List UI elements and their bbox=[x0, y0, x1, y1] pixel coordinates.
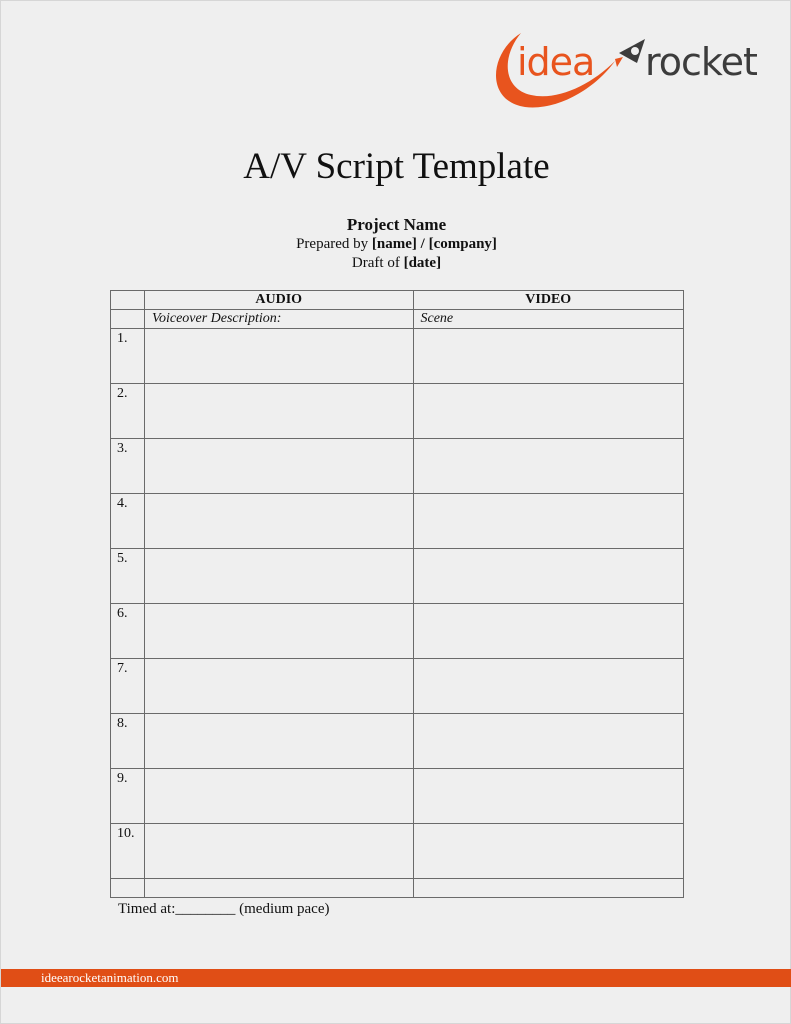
row-number: 5. bbox=[111, 549, 145, 604]
subheader-number-cell bbox=[111, 310, 145, 329]
video-cell[interactable] bbox=[413, 714, 684, 769]
row-number: 6. bbox=[111, 604, 145, 659]
row-number: 2. bbox=[111, 384, 145, 439]
audio-cell[interactable] bbox=[144, 659, 413, 714]
prepared-prefix: Prepared by bbox=[296, 236, 372, 252]
video-cell[interactable] bbox=[413, 549, 684, 604]
footer-video-cell[interactable] bbox=[413, 879, 684, 898]
row-number: 9. bbox=[111, 769, 145, 824]
prepared-sep: / bbox=[416, 236, 429, 252]
video-header: VIDEO bbox=[413, 291, 684, 310]
video-cell[interactable] bbox=[413, 824, 684, 879]
footer-number-cell bbox=[111, 879, 145, 898]
table-subheader-row bbox=[111, 310, 684, 329]
audio-cell[interactable] bbox=[144, 769, 413, 824]
video-cell[interactable] bbox=[413, 439, 684, 494]
footer-audio-cell[interactable] bbox=[144, 879, 413, 898]
audio-cell[interactable] bbox=[144, 439, 413, 494]
table-row bbox=[111, 769, 684, 824]
prepared-by-line bbox=[1, 236, 791, 253]
video-cell[interactable] bbox=[413, 329, 684, 384]
av-script-table bbox=[110, 290, 684, 898]
video-cell[interactable] bbox=[413, 494, 684, 549]
table-footer-row bbox=[111, 879, 684, 898]
table-row bbox=[111, 714, 684, 769]
table-row bbox=[111, 549, 684, 604]
video-cell[interactable] bbox=[413, 659, 684, 714]
draft-prefix: Draft of bbox=[351, 255, 404, 271]
logo-rocket-text: rocket bbox=[645, 40, 757, 84]
video-cell[interactable] bbox=[413, 384, 684, 439]
audio-cell[interactable] bbox=[144, 824, 413, 879]
logo-idea-text: idea bbox=[517, 40, 595, 84]
audio-cell[interactable] bbox=[144, 494, 413, 549]
table-header-row bbox=[111, 291, 684, 310]
timed-at-line: Timed at:________ (medium pace) bbox=[118, 901, 330, 917]
audio-cell[interactable] bbox=[144, 384, 413, 439]
row-number: 10. bbox=[111, 824, 145, 879]
audio-cell[interactable] bbox=[144, 714, 413, 769]
idearocket-logo bbox=[487, 23, 779, 115]
table-row bbox=[111, 494, 684, 549]
footer-bar bbox=[1, 969, 791, 987]
audio-cell[interactable] bbox=[144, 329, 413, 384]
table-row bbox=[111, 329, 684, 384]
footer-website[interactable]: ideearocketanimation.com bbox=[41, 970, 179, 985]
row-number: 4. bbox=[111, 494, 145, 549]
header-number-cell bbox=[111, 291, 145, 310]
prepared-company: [company] bbox=[428, 236, 497, 252]
video-cell[interactable] bbox=[413, 604, 684, 659]
row-number: 7. bbox=[111, 659, 145, 714]
draft-line bbox=[1, 255, 791, 272]
video-cell[interactable] bbox=[413, 769, 684, 824]
table-row bbox=[111, 384, 684, 439]
table-row bbox=[111, 824, 684, 879]
table-row bbox=[111, 659, 684, 714]
audio-header: AUDIO bbox=[144, 291, 413, 310]
draft-date: [date] bbox=[403, 255, 442, 271]
row-number: 8. bbox=[111, 714, 145, 769]
page-title: A/V Script Template bbox=[243, 146, 550, 187]
project-name: Project Name bbox=[346, 215, 447, 234]
audio-cell[interactable] bbox=[144, 604, 413, 659]
row-number: 1. bbox=[111, 329, 145, 384]
prepared-name: [name] bbox=[371, 236, 417, 252]
table-row bbox=[111, 604, 684, 659]
row-number: 3. bbox=[111, 439, 145, 494]
table-row bbox=[111, 439, 684, 494]
voiceover-subheader: Voiceover Description: bbox=[144, 310, 413, 329]
audio-cell[interactable] bbox=[144, 549, 413, 604]
scene-subheader: Scene bbox=[413, 310, 684, 329]
